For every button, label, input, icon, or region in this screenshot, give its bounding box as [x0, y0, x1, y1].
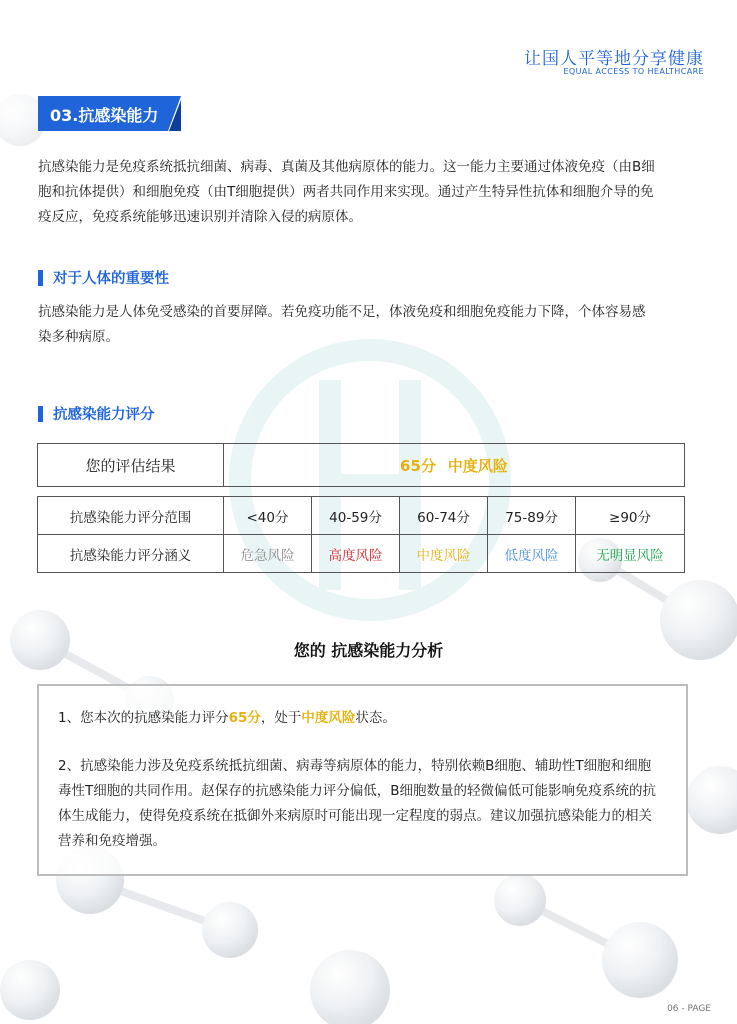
analysis-line: 营养和免疫增强。: [58, 833, 166, 849]
brand-slogan-en: EQUAL ACCESS TO HEALTHCARE: [563, 67, 704, 76]
analysis-level: 中度风险: [301, 710, 356, 726]
intro-paragraph: [38, 155, 688, 230]
importance-line: 抗感染能力是人体免受感染的首要屏障。若免疫功能不足，体液免疫和细胞免疫能力下降，个体容易感: [38, 304, 646, 320]
page-number: 06 - PAGE: [667, 1004, 711, 1014]
analysis-score: 65分: [228, 710, 261, 726]
importance-heading: [38, 267, 169, 288]
score-title: 抗感染能力评分: [53, 407, 155, 423]
analysis-text: 状态。: [355, 710, 396, 726]
importance-title: 对于人体的重要性: [53, 271, 169, 287]
table-row: [38, 444, 685, 487]
section-tab: [38, 96, 181, 131]
intro-line: 胞和抗体提供）和细胞免疫（由T细胞提供）两者共同作用来实现。通过产生特异性抗体和细胞介导的免: [38, 184, 654, 200]
range-header: 抗感染能力评分范围: [38, 497, 224, 535]
analysis-point-1: [58, 706, 670, 731]
intro-line: 疫反应，免疫系统能够迅速识别并清除入侵的病原体。: [38, 209, 362, 225]
result-value: [224, 444, 685, 487]
analysis-title: 您的 抗感染能力分析: [293, 641, 444, 660]
section-title: 03.抗感染能力: [50, 106, 159, 125]
range-cell: 60-74分: [400, 497, 488, 535]
heading-bar-icon: [38, 270, 43, 286]
meaning-cell: 无明显风险: [576, 535, 685, 573]
intro-line: 抗感染能力是免疫系统抵抗细菌、病毒、真菌及其他病原体的能力。这一能力主要通过体液免疫（由B细: [38, 159, 655, 175]
meaning-cell: 危急风险: [224, 535, 312, 573]
result-score: 65分: [400, 456, 436, 475]
analysis-point-2: [58, 754, 670, 854]
table-row: [38, 535, 685, 573]
analysis-line: 体生成能力，使得免疫系统在抵御外来病原时可能出现一定程度的弱点。建议加强抗感染能力的相关: [58, 808, 652, 824]
meaning-cell: 低度风险: [488, 535, 576, 573]
result-table: [37, 443, 685, 487]
analysis-line: 毒性T细胞的共同作用。赵保存的抗感染能力评分偏低，B细胞数量的轻微偏低可能影响免疫系统的抗: [58, 783, 657, 799]
analysis-text: 1、您本次的抗感染能力评分: [58, 710, 229, 726]
range-cell: 40-59分: [312, 497, 400, 535]
analysis-text: ，处于: [260, 710, 302, 726]
analysis-line: 2、抗感染能力涉及免疫系统抵抗细菌、病毒等病原体的能力，特别依赖B细胞、辅助性T细胞和细胞: [58, 758, 652, 774]
heading-bar-icon: [38, 406, 43, 422]
range-cell: ≥90分: [576, 497, 685, 535]
result-level: 中度风险: [447, 456, 508, 475]
range-cell: 75-89分: [488, 497, 576, 535]
table-row: [38, 497, 685, 535]
score-range-table: [37, 496, 685, 573]
meaning-header: 抗感染能力评分涵义: [38, 535, 224, 573]
brand-slogan: 让国人平等地分享健康: [524, 49, 704, 69]
meaning-cell: 中度风险: [400, 535, 488, 573]
score-heading: [38, 403, 155, 424]
importance-paragraph: [38, 300, 688, 350]
analysis-box: [37, 684, 688, 876]
result-label: 您的评估结果: [38, 444, 224, 487]
meaning-cell: 高度风险: [312, 535, 400, 573]
importance-line: 染多种病原。: [38, 329, 119, 345]
range-cell: <40分: [224, 497, 312, 535]
